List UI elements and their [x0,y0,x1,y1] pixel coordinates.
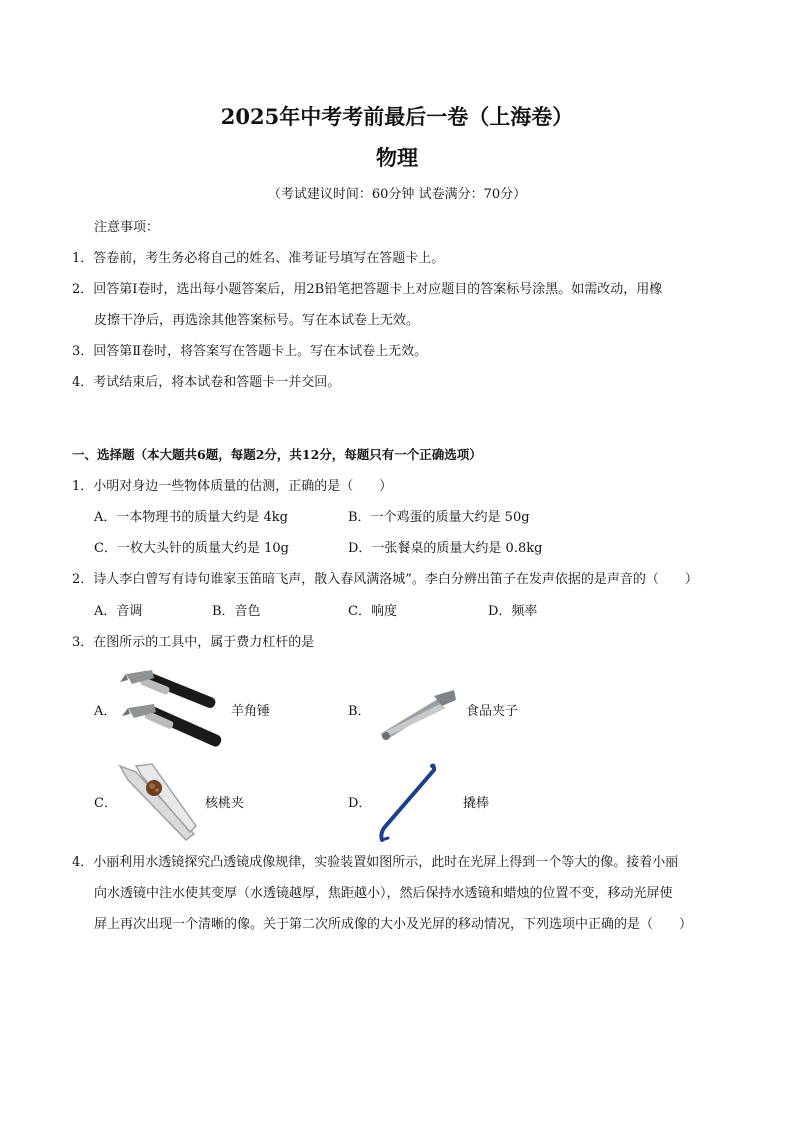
q3-option-c-letter: C． [94,796,117,811]
note-item-3: 3．回答第Ⅱ卷时，将答案写在答题卡上。写在本试卷上无效。 [72,344,428,359]
notes-heading: 注意事项： [94,220,160,235]
q4-line-1: 4．小丽利用水透镜探究凸透镜成像规律，实验装置如图所示，此时在光屏上得到一个等大的像。接着小丽 [72,855,679,870]
claw-hammer-icon [118,664,228,754]
section-heading: 一、选择题（本大题共6题，每题2分，共12分，每题只有一个正确选项） [72,447,482,462]
nutcracker-icon [114,762,200,842]
q1-stem: 1．小明对身边一些物体质量的估测，正确的是（ ） [72,479,393,494]
note-item-4: 4．考试结束后，将本试卷和答题卡一并交回。 [72,375,341,390]
note-item-1: 1．答卷前，考生务必将自己的姓名、准考证号填写在答题卡上。 [72,251,445,266]
q4-line-2: 向水透镜中注水使其变厚（水透镜越厚，焦距越小），然后保持水透镜和蜡烛的位置不变，移动光屏使 [94,886,673,901]
q1-option-a: A．一本物理书的质量大约是 4kg [94,510,288,525]
q1-option-b: B．一个鸡蛋的质量大约是 50g [348,510,530,525]
q2-option-c: C．响度 [348,604,397,619]
food-tongs-icon [376,686,458,744]
q4-line-3: 屏上再次出现一个清晰的像。关于第二次所成像的大小及光屏的移动情况，下列选项中正确的是（ ） [94,917,693,932]
exam-subject: 物理 [376,145,418,170]
q3-stem: 3．在图所示的工具中，属于费力杠杆的是 [72,635,315,650]
crowbar-icon [372,762,436,842]
q2-option-b: B．音色 [212,604,261,619]
exam-title: 2025年中考考前最后一卷（上海卷） [220,104,574,129]
q1-option-c: C．一枚大头针的质量大约是 10g [94,541,289,556]
note-item-2: 2．回答第Ⅰ卷时，选出每小题答案后，用2B铅笔把答题卡上对应题目的答案标号涂黑。如需改动，用橡 [72,282,663,297]
q3-option-c-label: 核桃夹 [205,796,245,811]
q2-stem: 2．诗人李白曾写有诗句谁家玉笛暗飞声，散入春风满洛城”。李白分辨出笛子在发声依据的是声音的（ ） [72,572,698,587]
q3-option-a-label: 羊角锤 [231,704,271,719]
q2-option-d: D．频率 [488,604,538,619]
q3-option-b-letter: B． [348,704,371,719]
q2-option-a: A．音调 [94,604,143,619]
q3-option-d-label: 撬棒 [463,796,490,811]
exam-subtitle: （考试建议时间：60分钟 试卷满分：70分） [267,187,527,202]
note-item-2-cont: 皮擦干净后，再选涂其他答案标号。写在本试卷上无效。 [94,313,420,328]
q1-option-d: D．一张餐桌的质量大约是 0.8kg [348,541,543,556]
q3-option-a-letter: A． [94,704,117,719]
q3-option-d-letter: D． [348,796,372,811]
q3-option-b-label: 食品夹子 [466,704,519,719]
